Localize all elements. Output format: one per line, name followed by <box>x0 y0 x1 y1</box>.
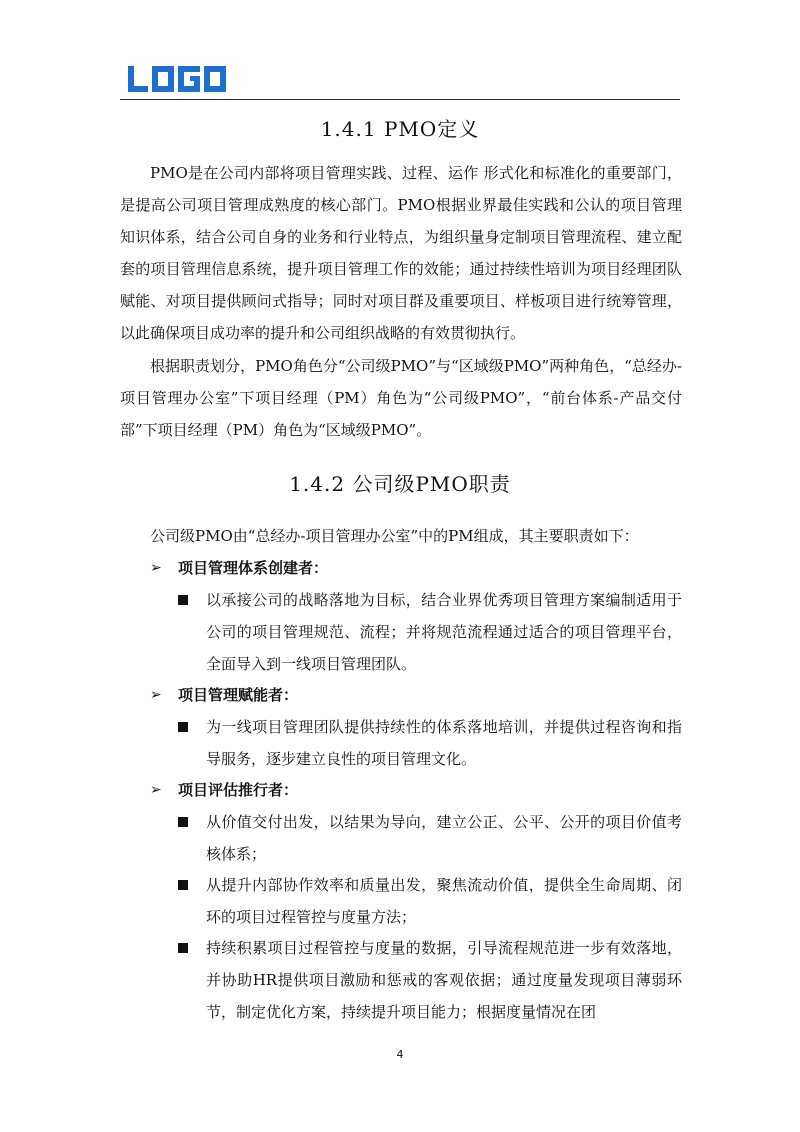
square-bullet-icon <box>178 722 188 732</box>
section-heading-company-pmo-duties: 1.4.2 公司级PMO职责 <box>289 472 511 496</box>
duty-text: 以承接公司的战略落地为目标，结合业界优秀项目管理方案编制适用于公司的项目管理规范、流程；并将规范流程通过适合的项目管理平台，全面导入到一线项目管理团队。 <box>206 591 682 673</box>
arrow-bullet-icon: ➢ <box>150 560 162 576</box>
square-bullet-icon <box>178 880 188 890</box>
role-title: 项目管理体系创建者： <box>178 559 329 577</box>
paragraph-pmo-definition: PMO是在公司内部将项目管理实践、过程、运作 形式化和标准化的重要部门，是提高公司项目管理成熟度的核心部门。PMO根据业界最佳实践和公认的项目管理知识体系，结合公司自身的业务和行业特点，为组织量身定制项目管理流程、建立配套的项目管理信息系统，提升项目管理工作的效能；通过持续性培训为项目经理团队赋能、对项目提供顾问式指导；同时对项目群及重要项目、样板项目进行统筹管理，以此确保项目成功率的提升和公司组织战略的有效贯彻执行。 <box>120 164 682 342</box>
square-bullet-icon <box>178 943 188 953</box>
paragraph-pmo-roles: 根据职责划分，PMO角色分“公司级PMO”与“区域级PMO”两种角色，“总经办-项目管理办公室”下项目经理（PM）角色为“公司级PMO”，“前台体系-产品交付部”下项目经理（PM）角色为“区域级PMO”。 <box>120 357 682 439</box>
arrow-bullet-icon: ➢ <box>150 687 162 703</box>
company-logo <box>126 64 226 94</box>
duty-text: 从提升内部协作效率和质量出发，聚焦流动价值，提供全生命周期、闭环的项目过程管控与度量方法； <box>206 876 682 926</box>
square-bullet-icon <box>178 817 188 827</box>
page-number: 4 <box>396 1048 404 1061</box>
duty-text: 从价值交付出发，以结果为导向，建立公正、公平、公开的项目价值考核体系； <box>206 813 682 863</box>
arrow-bullet-icon: ➢ <box>150 782 162 798</box>
paragraph-duties-intro: 公司级PMO由“总经办-项目管理办公室”中的PM组成，其主要职责如下： <box>150 527 639 545</box>
header-divider <box>120 99 680 100</box>
role-title: 项目管理赋能者： <box>178 686 299 704</box>
section-heading-pmo-definition: 1.4.1 PMO定义 <box>320 117 480 141</box>
duty-text: 为一线项目管理团队提供持续性的体系落地培训，并提供过程咨询和指导服务，逐步建立良性的项目管理文化。 <box>206 718 682 768</box>
role-title: 项目评估推行者： <box>178 781 299 799</box>
duty-text: 持续积累项目过程管控与度量的数据，引导流程规范进一步有效落地，并协助HR提供项目激励和惩戒的客观依据；通过度量发现项目薄弱环节，制定优化方案，持续提升项目能力；根据度量情况在团 <box>206 939 682 1021</box>
square-bullet-icon <box>178 595 188 605</box>
